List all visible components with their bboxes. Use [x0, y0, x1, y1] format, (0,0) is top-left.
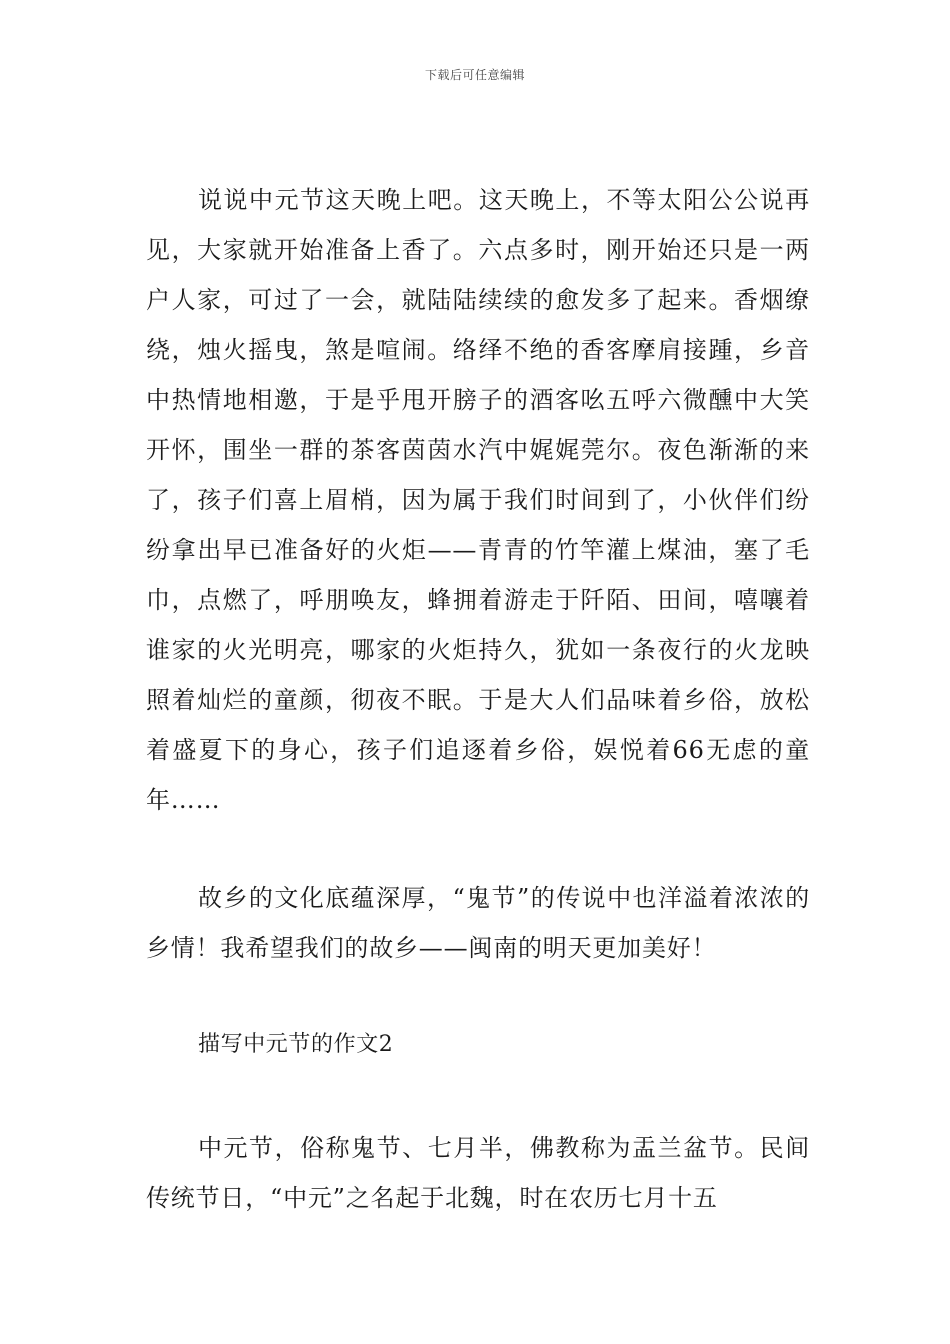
body-paragraph-1: 说说中元节这天晚上吧。这天晚上，不等太阳公公说再见，大家就开始准备上香了。六点多时，刚开始还只是一两户人家，可过了一会，就陆陆续续的愈发多了起来。香烟缭绕，烛火摇曳，煞是喧闹。络绎不绝的香客摩肩接踵，乡音中热情地相邀，于是乎甩开膀子的酒客吆五呼六微醺中大笑开怀，围坐一群的茶客茵茵水汽中娓娓莞尔。夜色渐渐的来了，孩子们喜上眉梢，因为属于我们时间到了，小伙伴们纷纷拿出早已准备好的火炬——青青的竹竿灌上煤油，塞了毛巾，点燃了，呼朋唤友，蜂拥着游走于阡陌、田间，嘻嚷着谁家的火光明亮，哪家的火炬持久，犹如一条夜行的火龙映照着灿烂的童颜，彻夜不眠。于是大人们品味着乡俗，放松着盛夏下的身心，孩子们追逐着乡俗，娱悦着66无虑的童年……: [146, 186, 810, 814]
section-paragraph: 中元节，俗称鬼节、七月半，佛教称为盂兰盆节。民间传统节日，“中元”之名起于北魏，时在农历七月十五: [146, 1134, 810, 1212]
body-paragraph-2: 故乡的文化底蕴深厚，“鬼节”的传说中也洋溢着浓浓的乡情！我希望我们的故乡——闽南的明天更加美好！: [146, 884, 810, 962]
page-header-note: 下载后可任意编辑: [424, 68, 525, 82]
section-title: 描写中元节的作文2: [198, 1032, 394, 1057]
